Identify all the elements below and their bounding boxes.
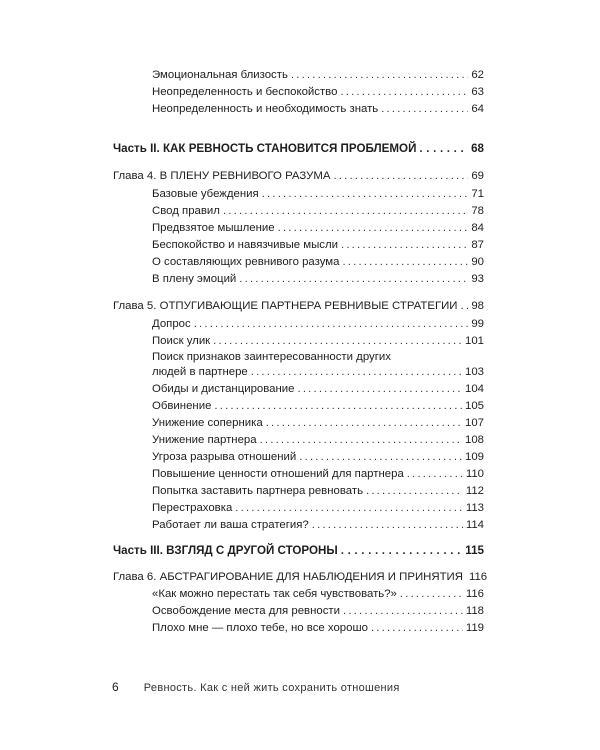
toc-entry-page: 108	[464, 434, 484, 446]
toc-entry	[152, 238, 484, 252]
toc-entry-page: 84	[471, 222, 484, 234]
toc-entry-title: Предвзятое мышление	[152, 222, 275, 234]
toc-entry	[152, 416, 484, 430]
toc-entry	[152, 467, 484, 481]
toc-entry-page: 98	[471, 300, 484, 312]
toc-entry	[152, 365, 484, 379]
toc-entry-page: 69	[471, 170, 484, 182]
toc-entry-title: Допрос	[152, 318, 191, 330]
toc-entry	[152, 484, 484, 498]
toc-entry-title: Обвинение	[152, 400, 212, 412]
toc-entry-title: Глава 5. ОТПУГИВАЮЩИЕ ПАРТНЕРА РЕВНИВЫЕ СТРАТЕГИИ	[113, 300, 458, 312]
toc-entry	[152, 501, 484, 515]
toc-entry-title: Освобождение места для ревности	[152, 605, 340, 617]
toc-entry-title: Унижение партнера	[152, 434, 257, 446]
toc-entry	[152, 518, 484, 532]
leader-dots	[214, 399, 462, 413]
toc-entry-page: 109	[464, 451, 484, 463]
toc-chapter	[113, 570, 488, 584]
toc-entry-page: 62	[471, 69, 484, 81]
leader-dots	[278, 221, 469, 235]
leader-dots	[333, 169, 468, 183]
toc-entry-title: Унижение соперника	[152, 417, 263, 429]
toc-entry-title: Беспокойство и навязчивые мысли	[152, 239, 338, 251]
toc-entry-page: 113	[465, 502, 484, 514]
toc-entry-page: 78	[471, 205, 484, 217]
toc-chapter	[113, 169, 484, 183]
toc-entry-page: 103	[464, 366, 484, 378]
leader-dots	[213, 334, 462, 348]
toc-entry-title: Неопределенность и необходимость знать	[152, 103, 379, 115]
leader-dots	[400, 587, 463, 601]
leader-dots	[262, 187, 469, 201]
toc-entry-title-line1: Поиск признаков заинтересованности других	[152, 351, 391, 363]
toc-entry-page: 112	[465, 485, 484, 497]
toc-entry-title: Глава 6. АБСТРАГИРОВАНИЕ ДЛЯ НАБЛЮДЕНИЯ И ПРИНЯТИЯ	[113, 571, 463, 583]
leader-dots	[239, 272, 468, 286]
toc-entry-title: Работает ли ваша стратегия?	[152, 519, 309, 531]
toc-entry-page: 63	[471, 86, 484, 98]
toc-entry	[152, 221, 484, 235]
toc-entry-title: Поиск улик	[152, 335, 211, 347]
toc-entry	[152, 204, 484, 218]
leader-dots	[298, 382, 462, 396]
leader-dots	[341, 544, 463, 558]
toc-entry-page: 90	[471, 256, 484, 268]
toc-entry-title: Часть II. КАК РЕВНОСТЬ СТАНОВИТСЯ ПРОБЛЕМОЙ	[113, 142, 417, 155]
toc-entry-title: Перестраховка	[152, 502, 233, 514]
toc-entry	[152, 587, 484, 601]
toc-entry-page: 114	[465, 519, 484, 531]
leader-dots	[235, 501, 463, 515]
toc-entry	[152, 450, 484, 464]
toc-entry-title: «Как можно перестать так себя чувствовать?»	[152, 588, 397, 600]
toc-entry-title: Обиды и дистанцирование	[152, 383, 295, 395]
toc-entry-title: Глава 4. В ПЛЕНУ РЕВНИВОГО РАЗУМА	[113, 170, 331, 182]
leader-dots	[260, 433, 462, 447]
leader-dots	[266, 416, 462, 430]
toc-entry-title: Плохо мне — плохо тебе, но все хорошо	[152, 622, 368, 634]
toc-entry	[152, 272, 484, 286]
leader-dots	[223, 204, 468, 218]
toc-entry	[152, 187, 484, 201]
toc-entry-title: Базовые убеждения	[152, 188, 259, 200]
leader-dots	[342, 255, 468, 269]
toc-entry-title: Угроза разрыва отношений	[152, 451, 297, 463]
leader-dots	[291, 68, 468, 82]
toc-entry	[152, 317, 484, 331]
toc-entry	[152, 334, 484, 348]
toc-entry-page: 116	[465, 588, 484, 600]
toc-entry-title: Свод правил	[152, 205, 220, 217]
toc-entry-page: 110	[465, 468, 484, 480]
page-footer	[112, 680, 400, 694]
toc-entry-page: 99	[471, 318, 484, 330]
leader-dots	[299, 450, 462, 464]
toc-entry	[152, 621, 484, 635]
toc-entry	[152, 102, 484, 116]
toc-entry	[152, 604, 484, 618]
leader-dots	[340, 85, 468, 99]
leader-dots	[312, 518, 463, 532]
toc-entry	[152, 433, 484, 447]
toc-entry-title: Часть III. ВЗГЛЯД С ДРУГОЙ СТОРОНЫ	[113, 544, 338, 557]
toc-entry-title: Неопределенность и беспокойство	[152, 86, 338, 98]
toc-entry	[152, 85, 484, 99]
running-title: Ревность. Как с ней жить сохранить отношения	[143, 682, 400, 694]
toc-entry-page: 107	[464, 417, 484, 429]
toc-entry-page: 68	[471, 142, 484, 155]
toc-entry-title: В плену эмоций	[152, 273, 237, 285]
leader-dots	[371, 621, 463, 635]
toc-part-heading	[113, 142, 484, 156]
leader-dots	[407, 467, 463, 481]
toc-entry-page: 115	[465, 544, 484, 557]
toc-chapter	[113, 299, 484, 313]
toc-entry	[152, 382, 484, 396]
toc-part-heading	[113, 544, 484, 558]
leader-dots	[461, 299, 469, 313]
leader-dots	[251, 365, 462, 379]
toc-entry-title: О составляющих ревнивого разума	[152, 256, 340, 268]
toc-entry-page: 101	[464, 335, 484, 347]
toc-entry-page: 119	[465, 622, 484, 634]
toc-entry-title: Эмоциональная близость	[152, 69, 288, 81]
toc-entry-page: 116	[468, 571, 488, 583]
page-number: 6	[112, 680, 119, 694]
leader-dots	[194, 317, 469, 331]
toc-entry-page: 93	[471, 273, 484, 285]
toc-entry-title: Попытка заставить партнера ревновать	[152, 485, 364, 497]
leader-dots	[366, 484, 463, 498]
toc-entry-page: 87	[471, 239, 484, 251]
toc-entry-page: 105	[464, 400, 484, 412]
toc-entry	[152, 68, 484, 82]
toc-entry-page: 64	[471, 103, 484, 115]
toc-entry	[152, 399, 484, 413]
toc-entry-page: 104	[464, 383, 484, 395]
leader-dots	[343, 604, 463, 618]
leader-dots	[341, 238, 468, 252]
toc-entry-title: людей в партнере	[152, 366, 248, 378]
toc-entry-page: 71	[471, 188, 484, 200]
leader-dots	[419, 142, 468, 156]
leader-dots	[381, 102, 468, 116]
toc-entry-page: 118	[465, 605, 484, 617]
toc-entry-title: Повышение ценности отношений для партнера	[152, 468, 404, 480]
toc-entry	[152, 255, 484, 269]
